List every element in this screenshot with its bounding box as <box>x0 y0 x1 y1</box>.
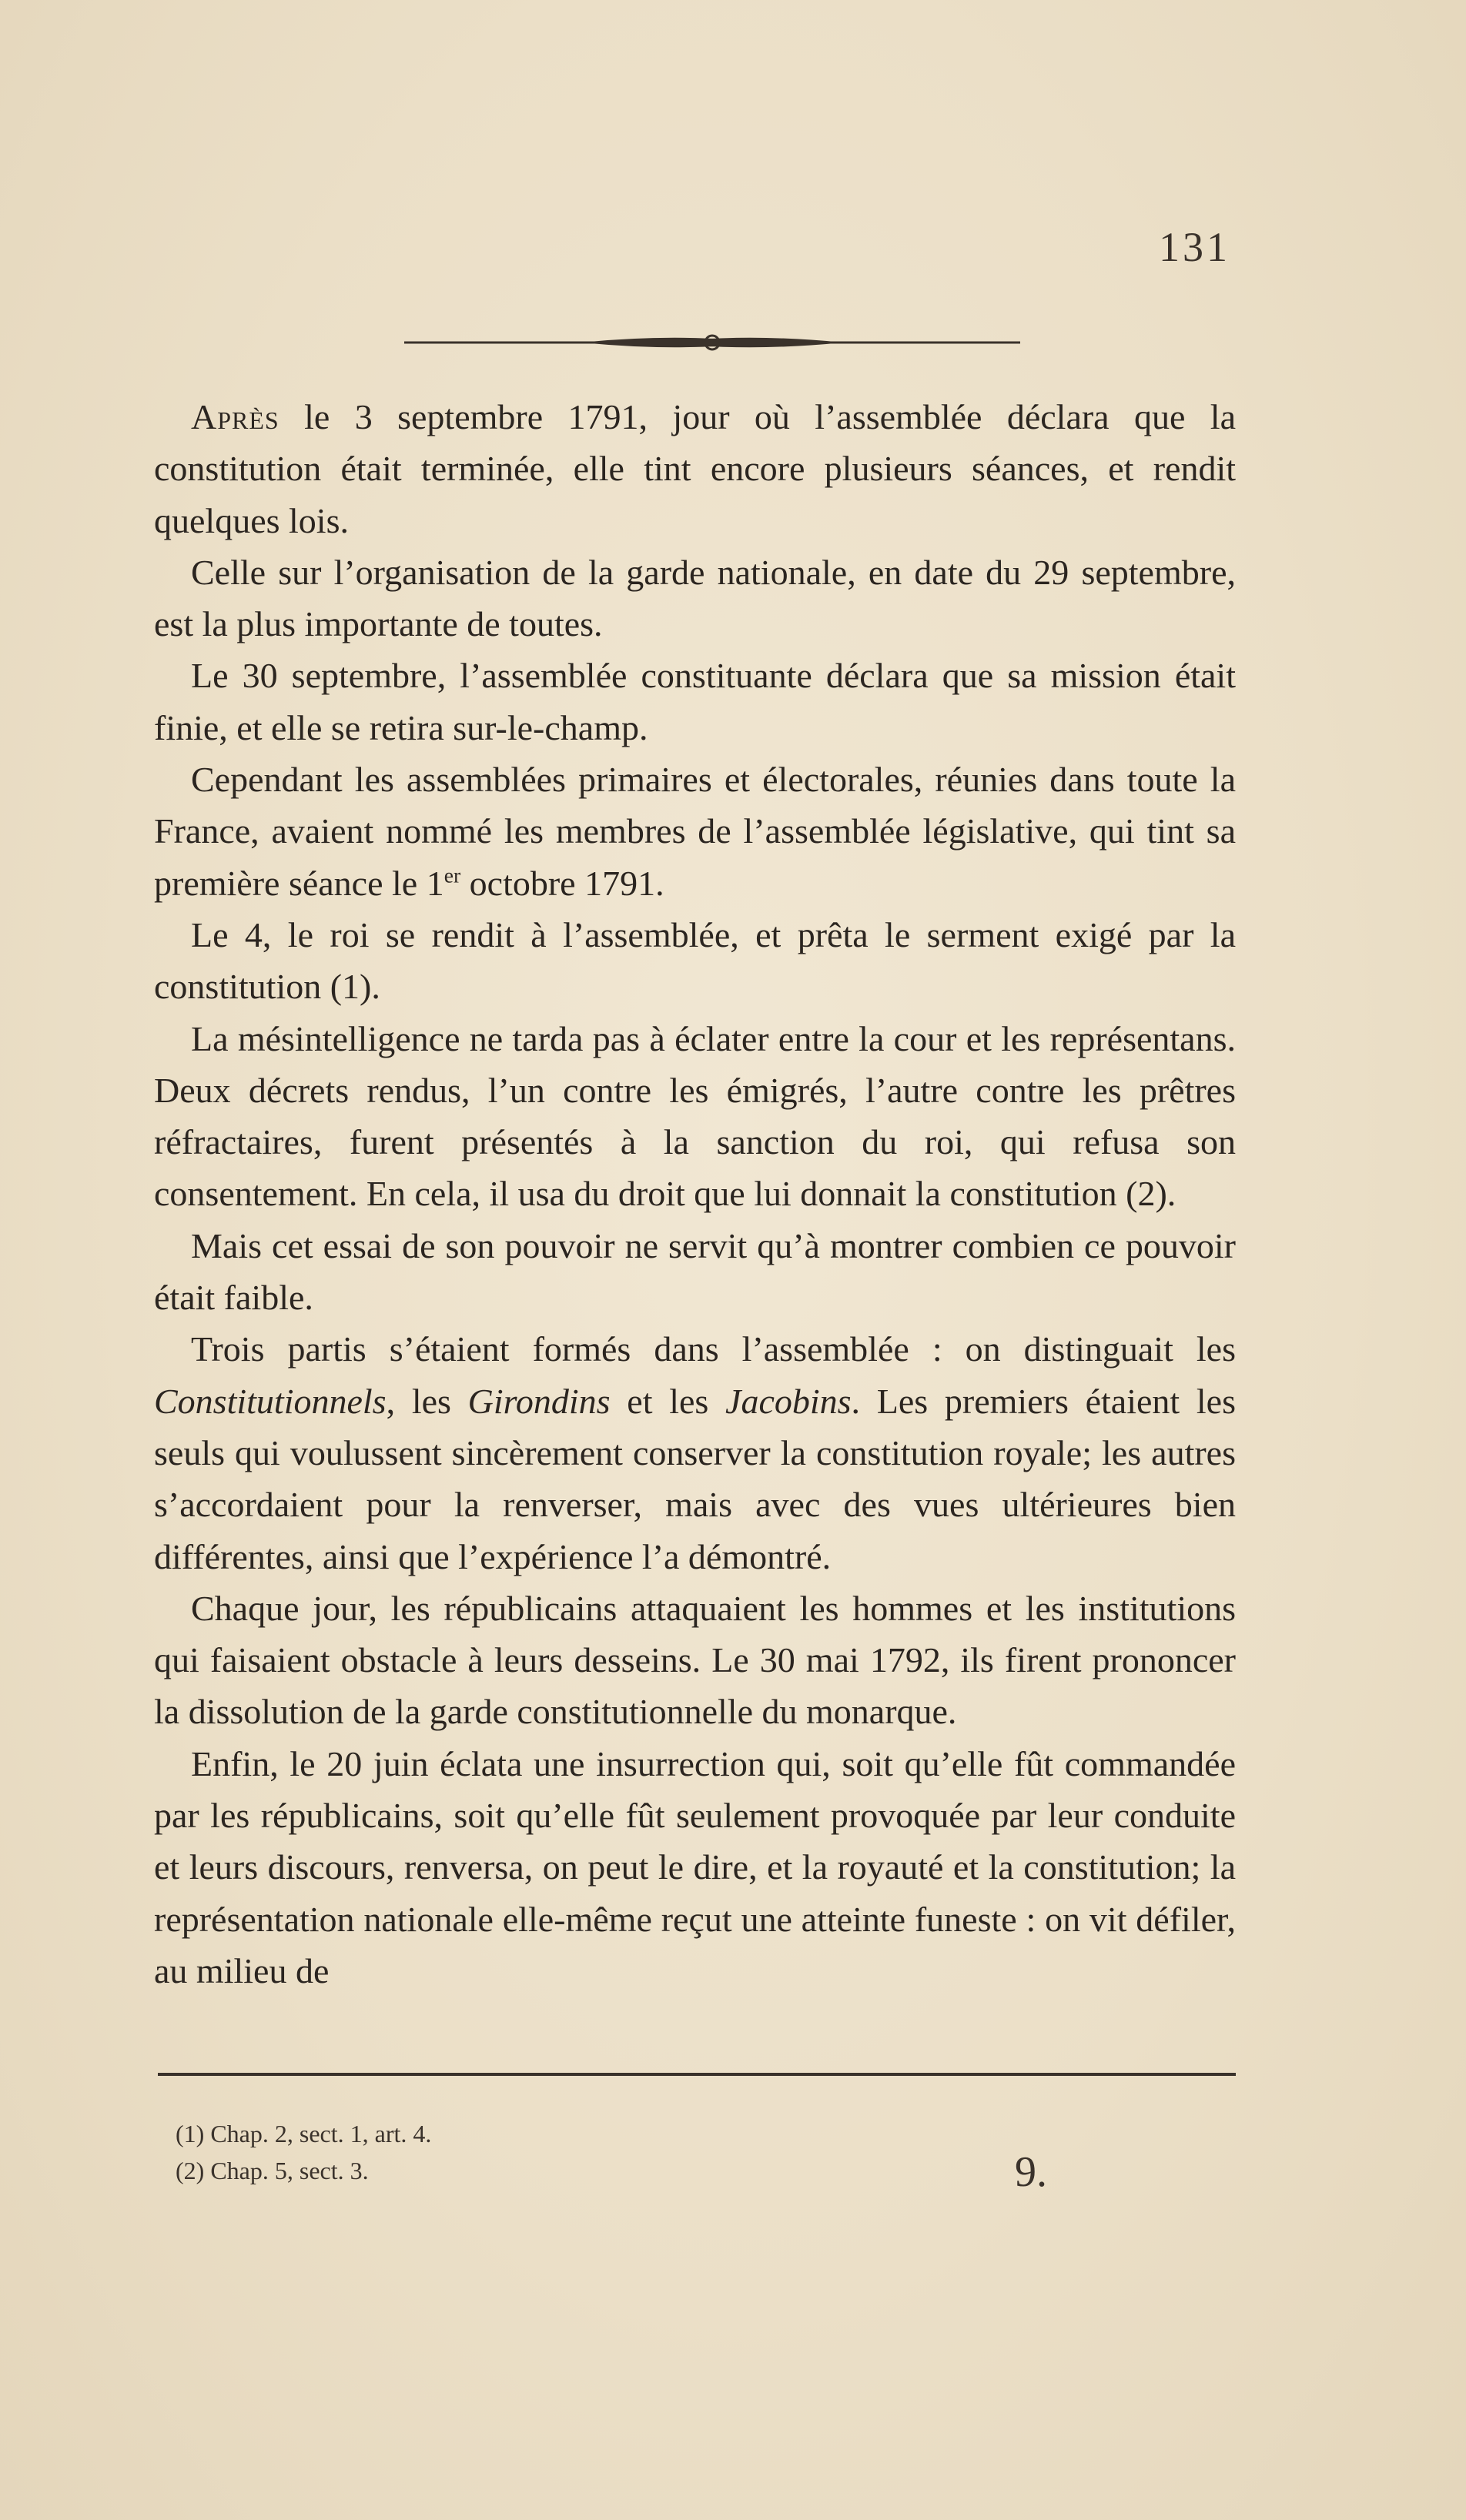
ordinal-superscript: er <box>443 863 461 887</box>
paragraph <box>154 1323 1236 1582</box>
footnote: (2) Chap. 5, sect. 3. <box>176 2157 369 2184</box>
paragraph: Le 4, le roi se rendit à l’assemblée, et prêta le serment exigé par la constitution (1). <box>154 914 1236 1007</box>
paragraph: La mésintelligence ne tarda pas à éclater entre la cour et les représentans. Deux décrets rendus, l’un contre les émigrés, l’autre contre les prêtres réfractaires, furent présentés à la sanction du roi, qui refusa son consentement. En cela, il usa du droit que lui donnait la constitution (2). <box>154 1018 1236 1214</box>
paragraph: Enfin, le 20 juin éclata une insurrection qui, soit qu’elle fût commandée par les républicains, soit qu’elle fût seulement provoquée par leur conduite et leurs discours, renversa, on peut le dire, et la royauté et la constitution; la représentation nationale elle-même reçut une atteinte funeste : on vit défiler, au milieu de <box>154 1743 1236 1990</box>
paragraph-text: Trois partis s’étaient formés dans l’assemblée : on distinguait les <box>191 1329 1236 1369</box>
page-number: 131 <box>1159 224 1230 270</box>
paragraph-text: octobre 1791. <box>460 863 664 903</box>
footnote: (1) Chap. 2, sect. 1, art. 4. <box>176 2120 432 2147</box>
paragraph <box>154 754 1236 909</box>
footnote-rule <box>158 2073 1236 2076</box>
paragraph: Mais cet essai de son pouvoir ne servit qu’à montrer combien ce pouvoir était faible. <box>154 1225 1236 1318</box>
party-name: Girondins <box>467 1381 611 1421</box>
paragraph-text: Cependant les assemblées primaires et électorales, réunies dans toute la France, avaient nommé les membres de l’assemblée législative, qui tint sa première séance le 1 <box>154 760 1236 903</box>
lead-word: Après <box>191 397 279 436</box>
paragraph-text: le 3 septembre 1791, jour où l’assemblée déclara que la constitution était terminée, elle tint encore plusieurs séances, et rendit quelques lois. <box>154 397 1236 540</box>
main-text <box>154 391 1236 1997</box>
paragraph-text: et les <box>610 1381 726 1421</box>
signature-mark: 9. <box>1015 2148 1047 2196</box>
footnotes <box>176 2115 431 2189</box>
paragraph: Chaque jour, les républicains attaquaient les hommes et les institutions qui faisaient obstacle à leurs desseins. Le 30 mai 1792, ils firent prononcer la dissolution de la garde constitutionnelle du monarque. <box>154 1588 1236 1732</box>
party-name: Constitutionnels <box>154 1381 387 1421</box>
paragraph: Celle sur l’organisation de la garde nationale, en date du 29 septembre, est la plus importante de toutes. <box>154 552 1236 644</box>
paragraph <box>154 391 1236 546</box>
paragraph-text: . Les premiers étaient les seuls qui voulussent sincèrement conserver la constitution royale; les autres s’accordaient pour la renverser, mais avec des vues ultérieures bien différentes, ainsi que l’expérience l’a démontré. <box>154 1381 1236 1576</box>
party-name: Jacobins <box>725 1381 852 1421</box>
paragraph-text: , les <box>386 1381 468 1421</box>
paragraph: Le 30 septembre, l’assemblée constituante déclara que sa mission était finie, et elle se retira sur-le-champ. <box>154 656 1236 747</box>
header-ornament-rule <box>404 327 1020 358</box>
